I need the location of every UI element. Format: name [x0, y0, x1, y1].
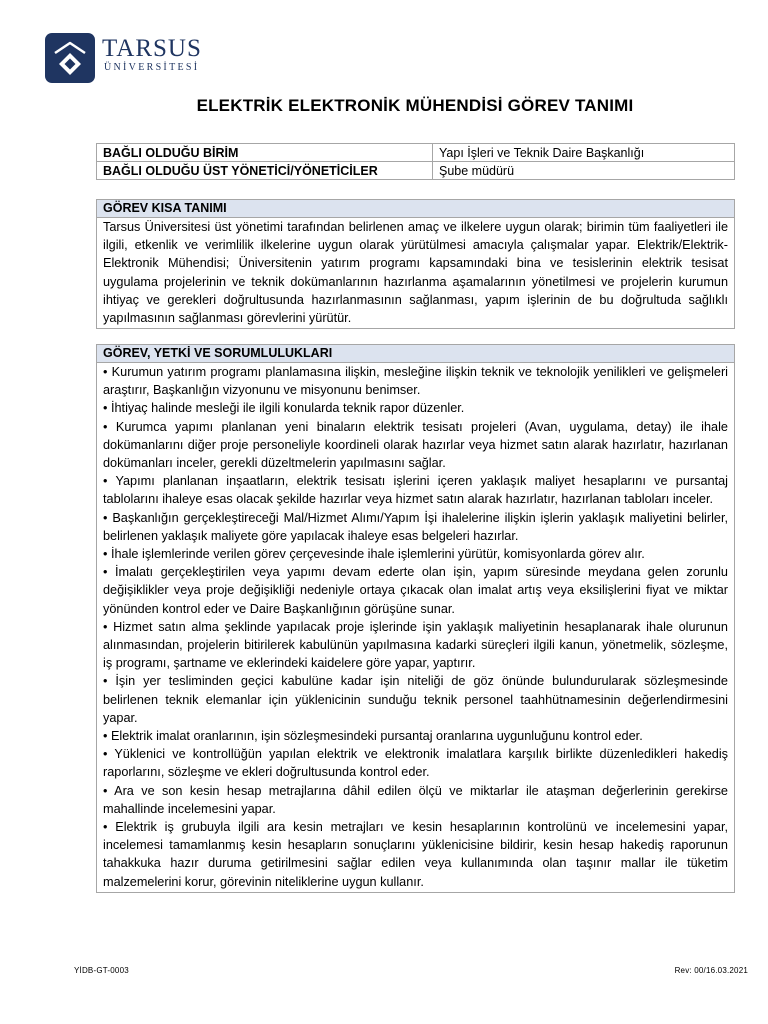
- duty-item: • İhtiyaç halinde mesleği ile ilgili konularda teknik rapor düzenler.: [103, 401, 465, 416]
- duty-item: • Hizmet satın alma şeklinde yapılacak proje işlerinde işin yaklaşık maliyetinin hesaplanarak ihale olurunun alınmasından, projelerin bitirilerek kabulünün yapılmasına kadarki süreçleri ilgili kanun, yönetmelik, sözleşme, iş programı, şartname ve eklerindeki kaidelere göre yapar, yaptırır.: [103, 619, 728, 671]
- duty-item: • Elektrik iş grubuyla ilgili ara kesin metrajları ve kesin hesaplarının kontrolünü ve incelemesini yapar, incelemesi tamamlanmış kesin hesapların sonuçlarını yüklenicisine bildirir, kesin hesap hakediş raporunun tahakkuka hazır duruma getirilmesini sağlar edilen veya kullanımında olan taşınır mallar ile tüketim malzemelerini korur, görevinin niteliklerine uygun kullanır.: [103, 820, 728, 889]
- duty-item: • Yüklenici ve kontrollüğün yapılan elektrik ve elektronik imalatlara karşılık birlikte düzenledikleri hakediş raporlarını, sözleşme ve ekleri doğrultusunda kontrol eder.: [103, 747, 728, 780]
- duty-item: • Yapımı planlanan inşaatların, elektrik tesisatı işlerini içeren yaklaşık maliyet hesaplarını ve pursantaj tablolarını ihaleye esas olacak şekilde hazırlar veya hizmet satın alarak hazırlatır, hazırlanan tabloları inceler.: [103, 474, 728, 507]
- duties-heading: GÖREV, YETKİ VE SORUMLULUKLARI: [97, 345, 734, 363]
- document-code: YİDB-GT-0003: [74, 966, 129, 975]
- revision-info: Rev: 00/16.03.2021: [674, 966, 748, 975]
- university-subtitle: ÜNİVERSİTESİ: [104, 62, 200, 73]
- duty-item: • Elektrik imalat oranlarının, işin sözleşmesindeki pursantaj oranlarına uygunluğunu kontrol eder.: [103, 729, 643, 744]
- duty-item: • Kurumun yatırım programı planlamasına ilişkin, mesleğine ilişkin teknik ve teknolojik yenilikleri ve gelişmeleri araştırır, Başkanlığın vizyonunu ve misyonunu benimser.: [103, 365, 728, 398]
- university-logo-icon: [45, 33, 95, 83]
- info-value: Yapı İşleri ve Teknik Daire Başkanlığı: [433, 144, 735, 162]
- info-row: [97, 162, 735, 180]
- info-label: BAĞLI OLDUĞU ÜST YÖNETİCİ/YÖNETİCİLER: [97, 162, 433, 180]
- duty-item: • İhale işlemlerinde verilen görev çerçevesinde ihale işlemlerini yürütür, komisyonlarda görev alır.: [103, 547, 645, 562]
- duty-item: • İşin yer tesliminden geçici kabulüne kadar işin niteliği de göz önünde bulundurularak sözleşmesinde belirlenen teknik elemanlar için yüklenicinin sunduğu teknik personel taahhütnamesinin değerlendirmesini yapar.: [103, 674, 728, 725]
- duty-item: • İmalatı gerçekleştirilen veya yapımı devam ederte olan işin, yapım süresinde meydana gelen zorunlu değişiklikler veya proje değişikliği nedeniyle ortaya çıkacak olan imalat artış veya eksilişlerini fiyat ve miktar yönünden kontrol eder ve Daire Başkanlığının görüşüne sunar.: [103, 565, 728, 616]
- duty-item: • Ara ve son kesin hesap metrajlarına dâhil edilen ölçü ve miktarlar ile ataşman değerlerinin gerekirse mahallinde incelemesini yapar.: [103, 783, 728, 816]
- summary-heading: GÖREV KISA TANIMI: [97, 200, 734, 218]
- duty-item: • Kurumca yapımı planlanan yeni binaların elektrik tesisatı projeleri (Avan, uygulama, detay) ile ihale dokümanlarını diğer proje personeliyle koordineli olarak hazırlar veya hizmet satın alarak hazırlatır, hazırlanan dokümanları inceler, gerekli düzeltmelerin yapılmasını sağlar.: [103, 419, 728, 471]
- summary-text: Tarsus Üniversitesi üst yönetimi tarafından belirlenen amaç ve ilkelere uygun olarak; birimin tüm faaliyetleri ile ilgili, etkenlik ve verimlilik ilkelerine uygun olarak yürütülmesi amacıyla çalışmalar yapar. Elektrik/Elektrik-Elektronik Mühendisi; Üniversitenin yatırım programı kapsamındaki bina ve tesislerinin elektrik tesisat uygulama projelerinin ve teknik dokümanlarının hazırlanma aşamalarının yönetilmesi ve projelerin kurumun ihtiyaç ve gerekleri doğrultusunda hazırlanmasının sağlanması, yapım işlerinin de bu doğrultuda sağlıklı yapılmasının sağlanması görevlerini yürütür.: [103, 220, 728, 326]
- info-value: Şube müdürü: [433, 162, 735, 180]
- duties-list: [97, 363, 734, 892]
- summary-section: [96, 199, 735, 329]
- university-wordmark: [102, 36, 202, 74]
- info-table: [96, 143, 735, 180]
- document-title: ELEKTRİK ELEKTRONİK MÜHENDİSİ GÖREV TANIMI: [196, 96, 634, 115]
- info-row: [97, 144, 735, 162]
- duties-section: [96, 344, 735, 893]
- university-name: TARSUS: [102, 35, 202, 62]
- info-label: BAĞLI OLDUĞU BİRİM: [97, 144, 433, 162]
- duty-item: • Başkanlığın gerçekleştireceği Mal/Hizmet Alımı/Yapım İşi ihalelerine ilişkin işlerin yaklaşık maliyetini belirler, belirlenen yaklaşık maliyete göre yapılacak ihaleye esas belgeleri hazırlar.: [103, 510, 728, 543]
